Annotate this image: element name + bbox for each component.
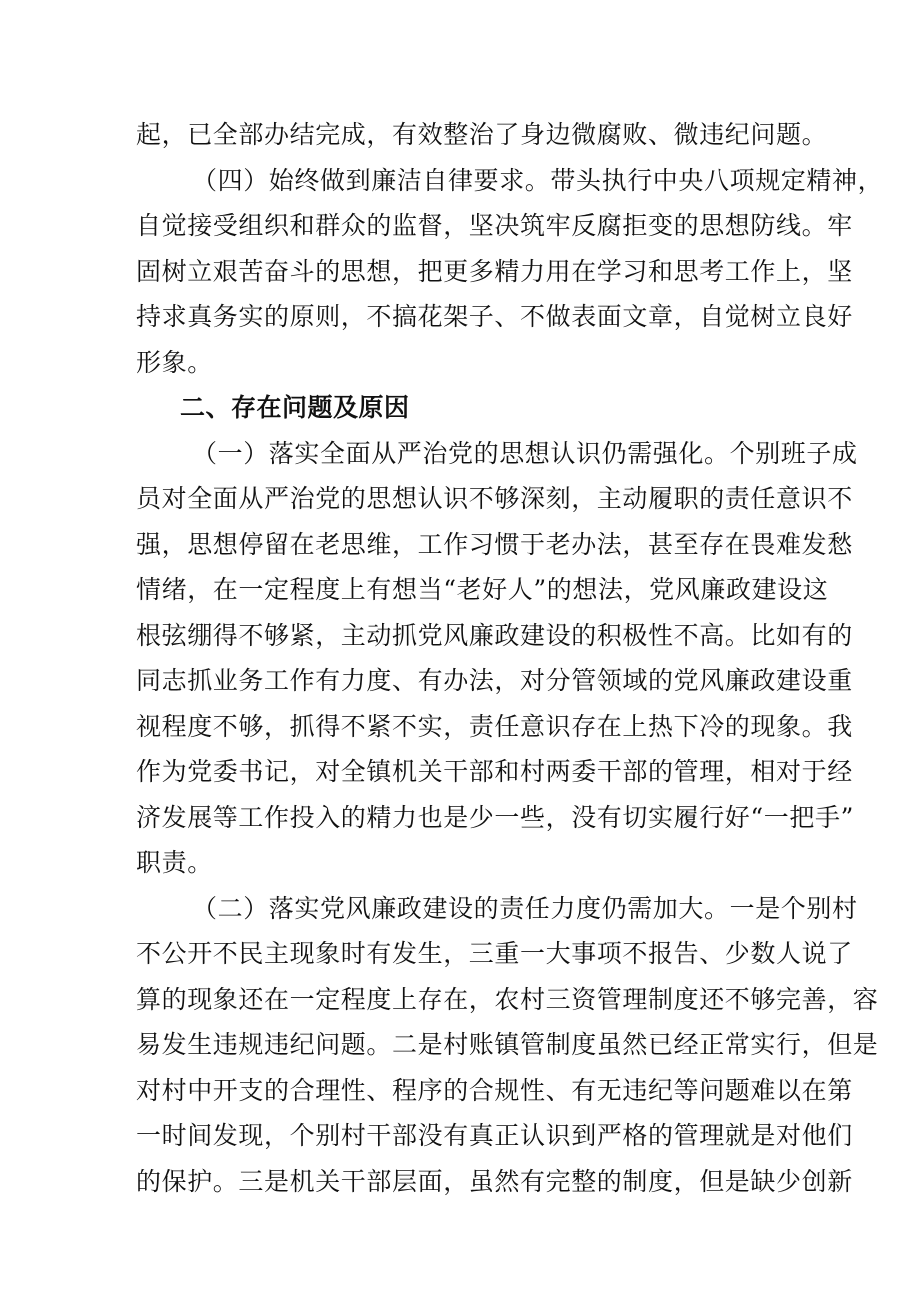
text-line: （四）始终做到廉洁自律要求。带头执行中央八项规定精神， (192, 165, 884, 195)
text-line: 持求真务实的原则，不搞花架子、不做表面文章，自觉树立良好 (136, 302, 853, 331)
paragraph-responsibility-intensity (136, 886, 879, 1205)
text-line: 同志抓业务工作有力度、有办法，对分管领域的党风廉政建设重 (136, 666, 853, 695)
text-line: 职责。 (136, 848, 213, 877)
text-line: 形象。 (136, 347, 213, 377)
text-line: 自觉接受组织和群众的监督，坚决筑牢反腐拒变的思想防线。牢 (136, 211, 853, 240)
text-line: 强，思想停留在老思维，工作习惯于老办法，甚至存在畏难发愁 (136, 529, 853, 559)
text-line: 起，已全部办结完成，有效整治了身边微腐败、微违纪问题。 (136, 120, 828, 149)
text-line: 易发生违规违纪问题。二是村账镇管制度虽然已经正常实行，但是 (136, 1030, 879, 1059)
text-line: 情绪，在一定程度上有想当“老好人”的想法，党风廉政建设这 (136, 575, 829, 604)
text-line: 不公开不民主现象时有发生，三重一大事项不报告、少数人说了 (136, 939, 853, 968)
paragraph-closing-section-four-end (136, 112, 828, 158)
text-line: 根弦绷得不够紧，主动抓党风廉政建设的积极性不高。比如有的 (136, 620, 853, 650)
text-line: 固树立艰苦奋斗的思想，把更多精力用在学习和思考工作上，坚 (136, 256, 853, 286)
text-line: 济发展等工作投入的精力也是少一些，没有切实履行好“一把手” (136, 802, 854, 832)
text-line: 的保护。三是机关干部层面，虽然有完整的制度，但是缺少创新 (136, 1166, 853, 1196)
paragraph-ideological-awareness (136, 431, 858, 886)
text-line: 作为党委书记，对全镇机关干部和村两委干部的管理，相对于经 (136, 757, 853, 786)
paragraph-integrity-self-discipline (136, 158, 884, 386)
text-line: 视程度不够，抓得不紧不实，责任意识存在上热下冷的现象。我 (136, 711, 853, 741)
section-heading-problems-and-causes: 二、存在问题及原因 (180, 393, 410, 422)
text-line: 员对全面从严治党的思想认识不够深刻，主动履职的责任意识不 (136, 484, 853, 513)
document-body (136, 112, 884, 1204)
text-line: （一）落实全面从严治党的思想认识仍需强化。个别班子成 (192, 438, 858, 468)
text-line: （二）落实党风廉政建设的责任力度仍需加大。一是个别村 (192, 893, 858, 923)
text-line: 对村中开支的合理性、程序的合规性、有无违纪等问题难以在第 (136, 1075, 853, 1105)
text-line: 一时间发现，个别村干部没有真正认识到严格的管理就是对他们 (136, 1121, 853, 1150)
text-line: 算的现象还在一定程度上存在，农村三资管理制度还不够完善，容 (136, 984, 879, 1014)
